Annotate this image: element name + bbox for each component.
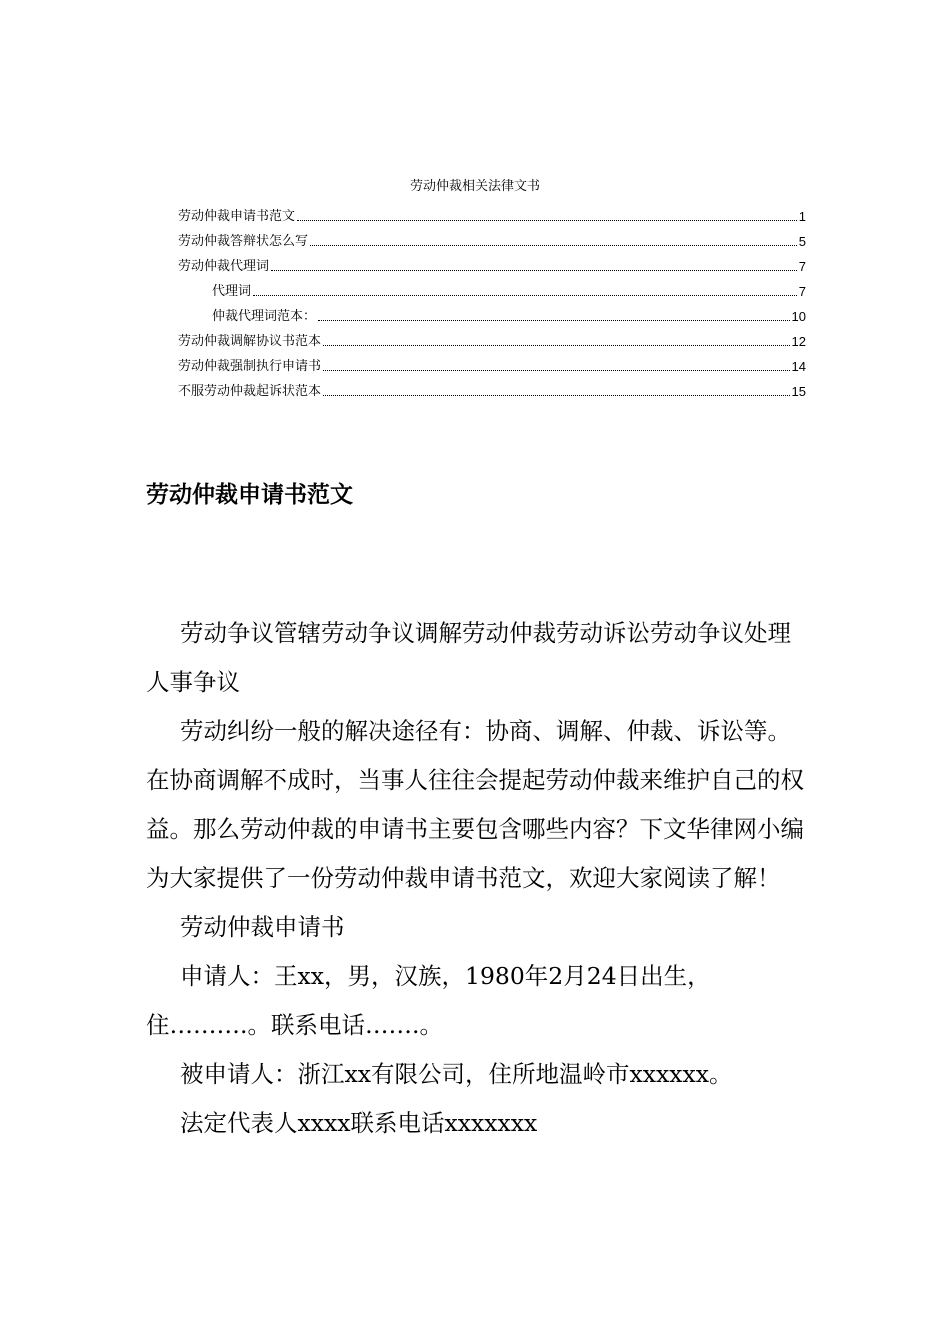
toc-entry-page: 7 [798,259,806,274]
document-title: 劳动仲裁相关法律文书 [409,179,540,194]
section-heading: 劳动仲裁申请书范文 [146,482,353,508]
toc-entry[interactable] [178,226,806,251]
toc-subentry[interactable] [178,276,806,301]
toc-entry-label: 劳动仲裁答辩状怎么写 [178,234,309,249]
toc-leader-dots [323,345,790,346]
toc-entry-page: 14 [791,359,806,374]
body-text [146,609,811,1148]
toc-subentry[interactable] [178,301,806,326]
table-of-contents [178,201,806,401]
toc-leader-dots [253,295,797,296]
toc-entry-label: 劳动仲裁调解协议书范本 [178,334,322,349]
toc-leader-dots [323,370,790,371]
toc-entry-page: 1 [798,209,806,224]
paragraph: 法定代表人xxxx联系电话xxxxxxx [180,1109,538,1137]
toc-entry[interactable] [178,251,806,276]
toc-entry[interactable] [178,326,806,351]
toc-entry[interactable] [178,201,806,226]
toc-entry-label: 代理词 [212,284,252,299]
toc-entry-label: 劳动仲裁申请书范文 [178,209,296,224]
toc-entry-page: 10 [791,309,806,324]
toc-entry-label: 劳动仲裁强制执行申请书 [178,359,322,374]
toc-entry-page: 15 [791,384,806,399]
toc-leader-dots [318,320,790,321]
toc-entry-page: 12 [791,334,806,349]
paragraph: 劳动仲裁申请书 [180,913,345,941]
paragraph: 劳动争议管辖劳动争议调解劳动仲裁劳动诉讼劳动争议处理人事争议 [146,619,791,696]
toc-entry-label: 劳动仲裁代理词 [178,259,270,274]
toc-entry-label: 仲裁代理词范本： [212,309,317,324]
toc-entry[interactable] [178,351,806,376]
paragraph: 劳动纠纷一般的解决途径有：协商、调解、仲裁、诉讼等。在协商调解不成时，当事人往往会提起劳动仲裁来维护自己的权益。那么劳动仲裁的申请书主要包含哪些内容？下文华律网小编为大家提供了一份劳动仲裁申请书范文，欢迎大家阅读了解！ [146,717,804,892]
toc-entry-page: 5 [798,234,806,249]
paragraph: 被申请人：浙江xx有限公司，住所地温岭市xxxxxx。 [180,1060,733,1088]
paragraph: 申请人：王xx，男，汉族，1980年2月24日出生，住……….。联系电话…….。 [146,962,711,1039]
toc-leader-dots [271,270,797,271]
toc-entry[interactable] [178,376,806,401]
toc-entry-label: 不服劳动仲裁起诉状范本 [178,384,322,399]
toc-leader-dots [310,245,797,246]
toc-entry-page: 7 [798,284,806,299]
toc-leader-dots [297,220,797,221]
toc-leader-dots [323,395,790,396]
